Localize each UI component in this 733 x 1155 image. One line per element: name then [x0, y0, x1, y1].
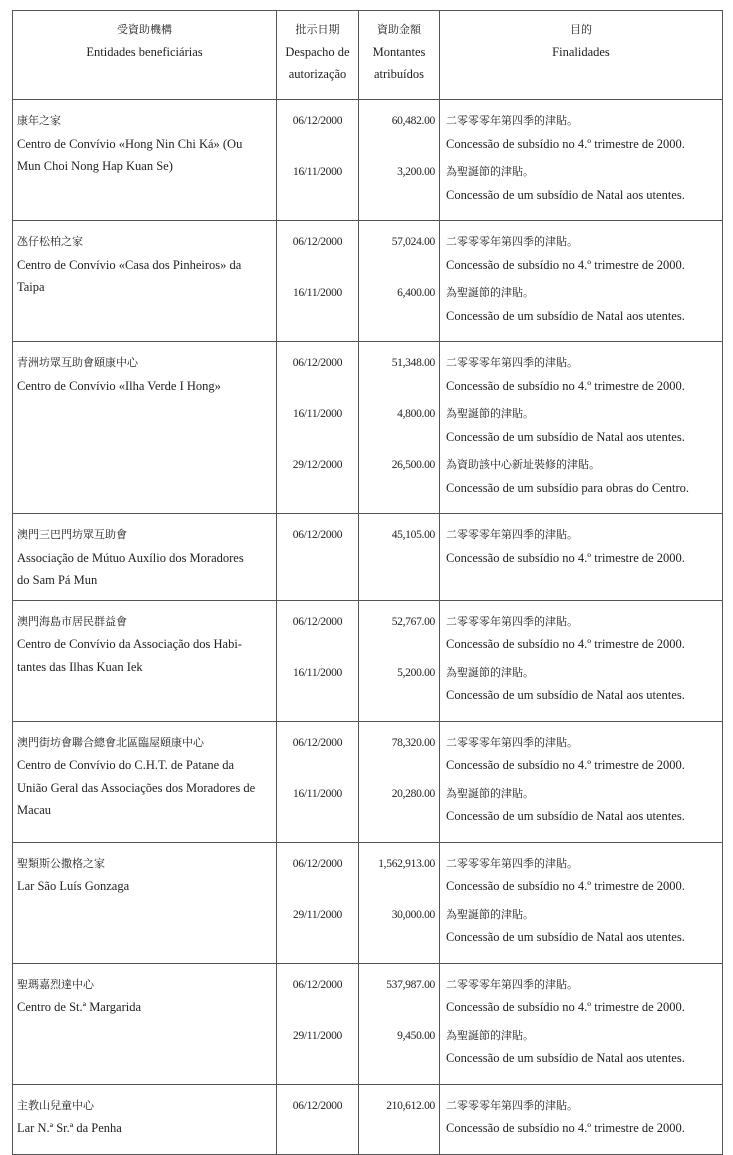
amount-value: 1,562,913.00 [378, 857, 435, 870]
entity-cell [13, 963, 277, 1084]
purpose-entry [446, 110, 718, 161]
amount-cell [359, 721, 440, 842]
date-cell [277, 221, 359, 342]
authorization-date: 16/11/2000 [293, 287, 342, 299]
amount-cell [359, 342, 440, 514]
amount-value: 45,105.00 [391, 529, 435, 541]
amount-cell [359, 600, 440, 721]
amount-value: 6,400.00 [397, 287, 435, 299]
date-cell [277, 842, 359, 963]
purpose-entry [446, 1025, 718, 1076]
purpose-pt: Concessão de subsídio no 4.º trimestre de 2000. [446, 758, 685, 772]
purpose-entry [446, 732, 718, 783]
purpose-entry [446, 783, 718, 834]
date-cell [277, 721, 359, 842]
amount-value: 210,612.00 [386, 1099, 435, 1112]
purpose-pt: Concessão de subsídio no 4.º trimestre de 2000. [446, 550, 685, 565]
purpose-zh: 為聖誕節的津貼。 [446, 907, 534, 921]
purpose-entry [446, 1095, 718, 1146]
header-date-zh: 批示日期 [295, 23, 340, 36]
purpose-zh: 二零零零年第四季的津貼。 [446, 735, 578, 749]
purpose-pt: Concessão de subsídio no 4.º trimestre de 2000. [446, 879, 685, 893]
purpose-pt: Concessão de subsídio no 4.º trimestre de 2000. [446, 378, 685, 393]
purpose-zh: 為聖誕節的津貼。 [446, 286, 534, 299]
entity-name-pt-line: Mun Choi Nong Hap Kuan Se) [17, 159, 173, 173]
amount-cell [359, 1084, 440, 1154]
purpose-zh: 二零零零年第四季的津貼。 [446, 977, 578, 991]
purpose-pt: Concessão de subsídio no 4.º trimestre de 2000. [446, 1000, 685, 1014]
purpose-entry [446, 662, 718, 713]
purpose-entry [446, 611, 718, 662]
entity-name-zh: 康年之家 [17, 114, 61, 127]
purpose-zh: 二零零零年第四季的津貼。 [446, 114, 578, 127]
authorization-date: 06/12/2000 [292, 529, 343, 541]
entity-name-pt-line: Centro de Convívio «Hong Nin Chi Ká» (Ou [17, 136, 243, 151]
purpose-pt: Concessão de subsídio no 4.º trimestre de 2000. [446, 257, 685, 272]
purpose-cell [440, 221, 723, 342]
purpose-zh: 二零零零年第四季的津貼。 [446, 856, 578, 870]
purpose-entry [446, 231, 718, 282]
header-entities [13, 11, 277, 100]
authorization-date: 16/11/2000 [293, 666, 342, 679]
purpose-cell [440, 514, 723, 601]
purpose-pt: Concessão de um subsídio de Natal aos utentes. [446, 688, 685, 702]
entity-name-zh: 氹仔松柏之家 [17, 235, 83, 248]
header-purpose-pt: Finalidades [552, 45, 610, 59]
purpose-entry [446, 403, 718, 454]
entity-name-zh: 聖瑪嘉烈達中心 [17, 977, 94, 991]
amount-value: 20,280.00 [391, 787, 435, 800]
purpose-entry [446, 352, 718, 403]
entity-name-pt-line: Centro de Convívio «Casa dos Pinheiros» da [17, 257, 242, 272]
purpose-zh: 二零零零年第四季的津貼。 [446, 614, 578, 628]
entity-name-zh: 主教山兒童中心 [17, 1098, 94, 1112]
entity-name-pt-line: Taipa [17, 280, 45, 294]
purpose-pt: Concessão de um subsídio de Natal aos utentes. [446, 187, 685, 202]
entity-name-pt-line: tantes das Ilhas Kuan Iek [17, 659, 143, 674]
purpose-zh: 為聖誕節的津貼。 [446, 165, 534, 178]
amount-value: 537,987.00 [386, 978, 435, 991]
table-row [13, 342, 723, 514]
amount-cell [359, 514, 440, 601]
header-amount-pt1: Montantes [372, 45, 426, 59]
purpose-cell [440, 600, 723, 721]
purpose-pt: Concessão de um subsídio para obras do Centro. [446, 480, 690, 495]
entity-name-pt-line: Macau [17, 803, 52, 817]
date-cell [277, 100, 359, 221]
authorization-date: 06/12/2000 [292, 115, 343, 127]
purpose-zh: 為聖誕節的津貼。 [446, 1028, 534, 1042]
entity-name-zh: 澳門街坊會聯合總會北區臨屋頤康中心 [17, 735, 204, 749]
entity-name-pt-line: Centro de Convívio da Associação dos Habi- [17, 637, 242, 651]
entity-cell [13, 721, 277, 842]
entity-cell [13, 514, 277, 601]
table-row [13, 221, 723, 342]
purpose-cell [440, 842, 723, 963]
amount-value: 78,320.00 [391, 736, 435, 749]
date-cell [277, 342, 359, 514]
authorization-date: 16/11/2000 [293, 166, 342, 178]
amount-value: 5,200.00 [397, 666, 435, 679]
amount-cell [359, 963, 440, 1084]
header-purpose-zh: 目的 [570, 23, 592, 36]
amount-value: 4,800.00 [397, 408, 435, 420]
date-cell [277, 1084, 359, 1154]
purpose-pt: Concessão de subsídio no 4.º trimestre de 2000. [446, 637, 685, 651]
amount-cell [359, 842, 440, 963]
table-row [13, 721, 723, 842]
entity-name-pt-line: Lar São Luís Gonzaga [17, 879, 130, 893]
purpose-entry [446, 454, 718, 505]
amount-value: 57,024.00 [391, 236, 435, 248]
purpose-zh: 為資助該中心新址裝修的津貼。 [446, 458, 600, 471]
header-amount-pt2: atribuídos [374, 67, 424, 81]
purpose-cell [440, 963, 723, 1084]
amount-value: 52,767.00 [391, 615, 435, 628]
authorization-date: 06/12/2000 [292, 357, 343, 369]
purpose-zh: 為聖誕節的津貼。 [446, 407, 534, 420]
entity-name-zh: 聖類斯公撒格之家 [17, 856, 105, 870]
purpose-zh: 二零零零年第四季的津貼。 [446, 235, 578, 248]
table-row [13, 963, 723, 1084]
entity-name-pt-line: do Sam Pá Mun [17, 573, 98, 587]
purpose-pt: Concessão de um subsídio de Natal aos utentes. [446, 809, 685, 823]
purpose-pt: Concessão de um subsídio de Natal aos utentes. [446, 930, 685, 944]
entity-cell [13, 1084, 277, 1154]
authorization-date: 16/11/2000 [293, 787, 342, 800]
purpose-zh: 二零零零年第四季的津貼。 [446, 1098, 578, 1112]
authorization-date: 06/12/2000 [292, 1099, 343, 1112]
purpose-entry [446, 904, 718, 955]
authorization-date: 06/12/2000 [292, 615, 343, 628]
purpose-pt: Concessão de um subsídio de Natal aos utentes. [446, 429, 685, 444]
header-purpose [440, 11, 723, 100]
entity-cell [13, 221, 277, 342]
amount-value: 26,500.00 [391, 459, 435, 471]
entity-name-pt-line: Lar N.ª Sr.ª da Penha [17, 1121, 122, 1135]
entity-name-pt-line: União Geral das Associações dos Moradores de [17, 780, 256, 795]
purpose-entry [446, 282, 718, 333]
purpose-zh: 二零零零年第四季的津貼。 [446, 356, 578, 369]
table-row [13, 600, 723, 721]
authorization-date: 06/12/2000 [292, 236, 343, 248]
authorization-date: 06/12/2000 [292, 978, 343, 991]
amount-value: 51,348.00 [391, 357, 435, 369]
entity-name-zh: 澳門三巴門坊眾互助會 [17, 528, 127, 541]
header-amount [359, 11, 440, 100]
amount-value: 9,450.00 [397, 1029, 435, 1042]
date-cell [277, 600, 359, 721]
entity-cell [13, 842, 277, 963]
purpose-zh: 二零零零年第四季的津貼。 [446, 528, 578, 541]
purpose-entry [446, 974, 718, 1025]
header-date [277, 11, 359, 100]
authorization-date: 06/12/2000 [292, 857, 343, 870]
authorization-date: 06/12/2000 [292, 736, 343, 749]
purpose-zh: 為聖誕節的津貼。 [446, 665, 534, 679]
entity-name-pt-line: Centro de St.ª Margarida [17, 1000, 142, 1014]
purpose-entry [446, 853, 718, 904]
authorization-date: 29/11/2000 [293, 908, 342, 921]
amount-value: 60,482.00 [391, 115, 435, 127]
date-cell [277, 963, 359, 1084]
header-date-pt1: Despacho de [285, 45, 350, 59]
table-header-row [13, 11, 723, 100]
table-row [13, 100, 723, 221]
purpose-pt: Concessão de subsídio no 4.º trimestre de 2000. [446, 136, 685, 151]
subsidy-table [12, 10, 723, 1155]
date-cell [277, 514, 359, 601]
amount-cell [359, 100, 440, 221]
purpose-cell [440, 721, 723, 842]
header-date-pt2: autorização [288, 67, 347, 81]
authorization-date: 29/11/2000 [293, 1029, 342, 1042]
header-entities-pt: Entidades beneficiárias [86, 45, 203, 59]
authorization-date: 29/12/2000 [292, 459, 343, 471]
purpose-pt: Concessão de subsídio no 4.º trimestre de 2000. [446, 1121, 685, 1135]
header-entities-zh: 受資助機構 [117, 23, 172, 36]
entity-cell [13, 600, 277, 721]
entity-cell [13, 342, 277, 514]
header-amount-zh: 資助金額 [377, 23, 421, 36]
entity-name-zh: 澳門海島市居民群益會 [17, 614, 127, 628]
authorization-date: 16/11/2000 [293, 408, 342, 420]
table-row [13, 1084, 723, 1154]
entity-name-pt-line: Centro de Convívio do C.H.T. de Patane da [17, 758, 235, 772]
entity-name-pt-line: Associação de Mútuo Auxílio dos Moradores [17, 550, 244, 565]
entity-cell [13, 100, 277, 221]
purpose-pt: Concessão de um subsídio de Natal aos utentes. [446, 1051, 685, 1065]
entity-name-zh: 青洲坊眾互助會頤康中心 [17, 356, 138, 369]
purpose-pt: Concessão de um subsídio de Natal aos utentes. [446, 308, 685, 323]
purpose-cell [440, 342, 723, 514]
amount-cell [359, 221, 440, 342]
purpose-entry [446, 161, 718, 212]
purpose-cell [440, 100, 723, 221]
purpose-entry [446, 524, 718, 575]
table-row [13, 842, 723, 963]
purpose-zh: 為聖誕節的津貼。 [446, 786, 534, 800]
amount-value: 3,200.00 [397, 166, 435, 178]
table-row [13, 514, 723, 601]
entity-name-pt-line: Centro de Convívio «Ilha Verde I Hong» [17, 378, 221, 393]
amount-value: 30,000.00 [391, 908, 435, 921]
purpose-cell [440, 1084, 723, 1154]
